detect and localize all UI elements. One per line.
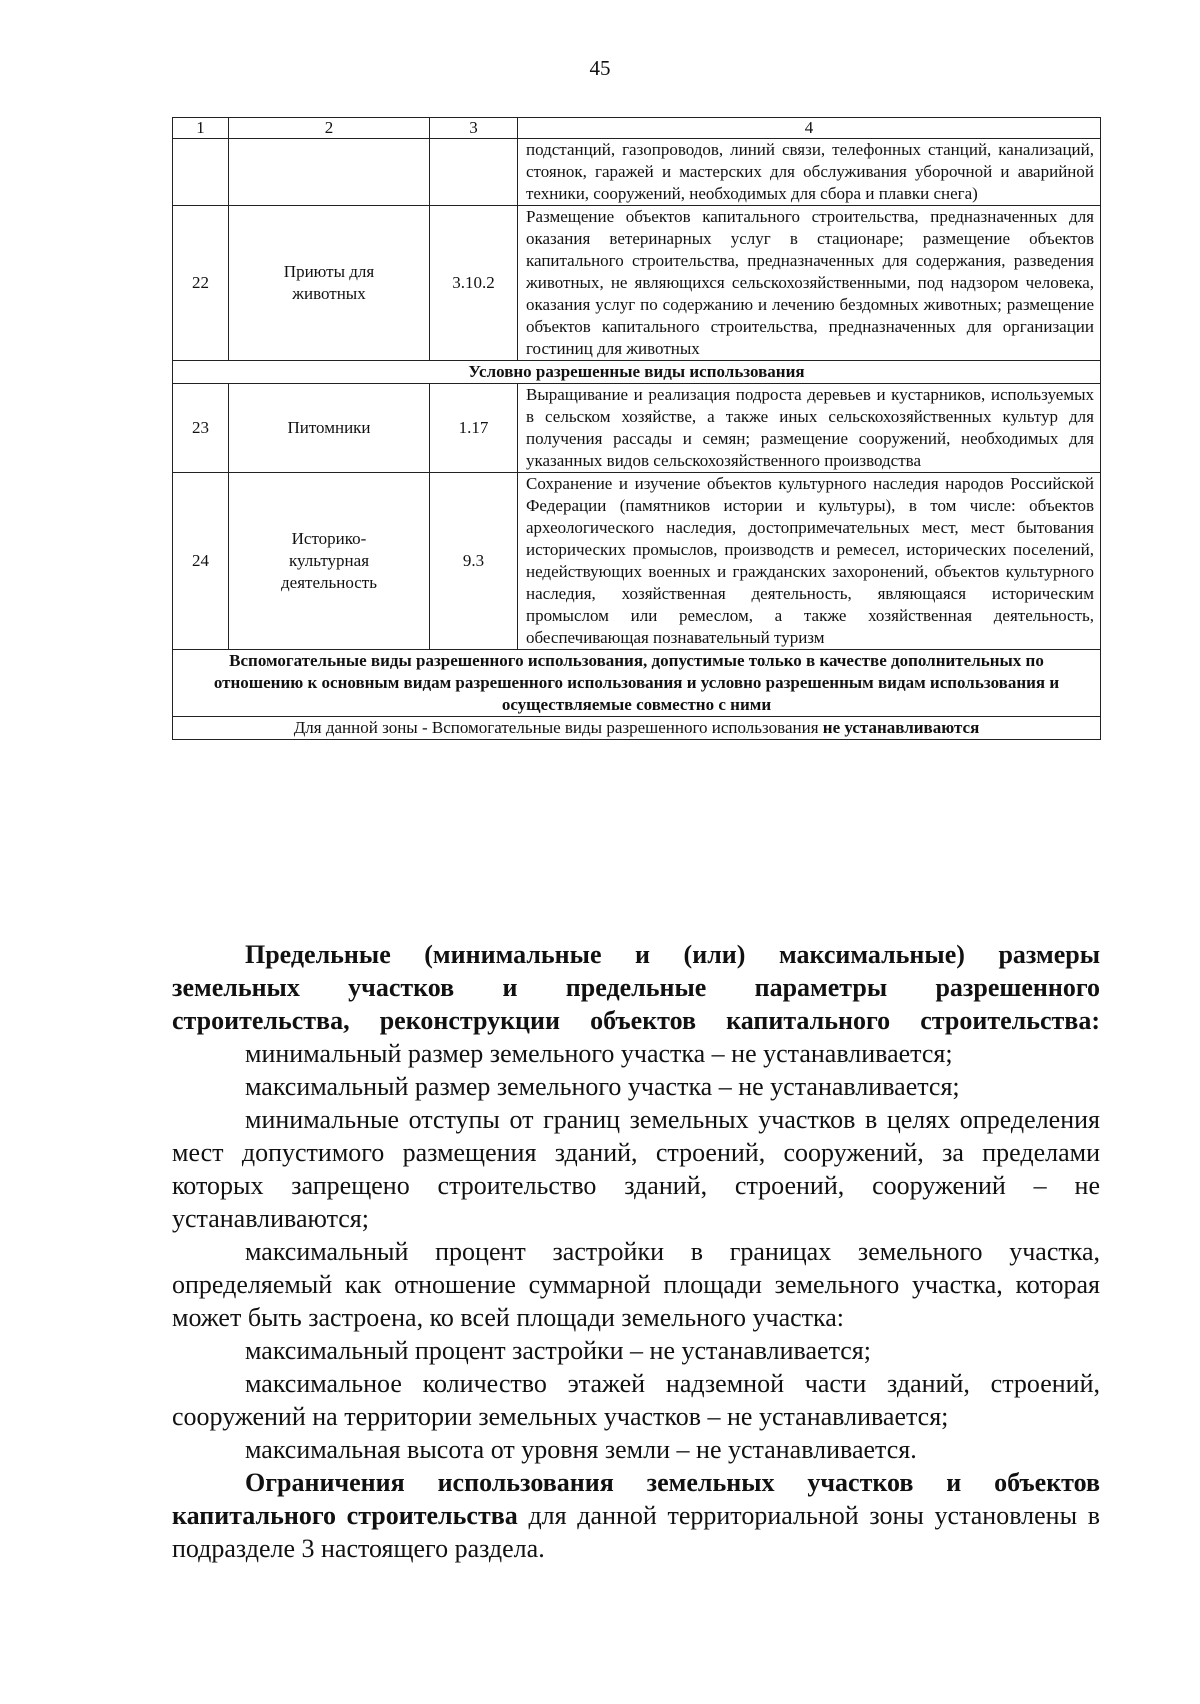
limits-heading — [172, 938, 1100, 971]
row-number: 23 — [173, 384, 229, 473]
auxiliary-note-bold: не устанавливаются — [822, 718, 980, 737]
header-col-3: 3 — [430, 118, 518, 139]
row-description: Сохранение и изучение объектов культурного наследия народов Российской Федерации (памятников истории и культуры), в том числе: объектов археологического наследия, достопримечательных мест, мест бытования исторических промыслов, производств и ремесел, исторических поселений, недействующих военных и гражданских захоронений, объектов культурного наследия, хозяйственная деятельность, являющаяся историческим промыслом или ремеслом, а также хозяйственная деятельность, обеспечивающая познавательный туризм — [518, 473, 1101, 650]
header-col-4: 4 — [518, 118, 1101, 139]
limits-heading-line-1: Предельные (минимальные и (или) максимальные) размеры — [245, 940, 1100, 969]
row-code: 9.3 — [430, 473, 518, 650]
row-name: Приюты для животных — [229, 206, 430, 361]
limit-item: максимальное количество этажей надземной части зданий, строений, сооружений на территории земельных участков – не устанавливается; — [172, 1369, 1100, 1431]
conditional-section-title: Условно разрешенные виды использования — [173, 361, 1101, 384]
row-number: 22 — [173, 206, 229, 361]
limit-item: максимальная высота от уровня земли – не устанавливается. — [245, 1435, 917, 1464]
limits-section — [172, 938, 1100, 1565]
row-description: Размещение объектов капитального строительства, предназначенных для оказания ветеринарных услуг в стационаре; размещение объектов капитального строительства, предназначенных для содержания, разведения животных, не являющихся сельскохозяйственными, под надзором человека, оказания услуг по содержанию и лечению бездомных животных; размещение объектов капитального строительства, предназначенных для организации гостиниц для животных — [518, 206, 1101, 361]
continuation-description: подстанций, газопроводов, линий связи, телефонных станций, канализаций, стоянок, гаражей и мастерских для обслуживания уборочной и аварийной техники, сооружений, необходимых для сбора и плавки снега) — [518, 139, 1101, 206]
table-row — [173, 384, 1101, 473]
table-row — [173, 206, 1101, 361]
auxiliary-section-row — [173, 650, 1101, 717]
row-number: 24 — [173, 473, 229, 650]
restrictions-bold: Ограничения использования земельных участков и объектов капитального строительства — [172, 1468, 1100, 1530]
table-header-row — [173, 118, 1101, 139]
limit-item: максимальный процент застройки – не устанавливается; — [245, 1336, 871, 1365]
header-col-1: 1 — [173, 118, 229, 139]
limit-item: минимальный размер земельного участка – не устанавливается; — [245, 1039, 953, 1068]
limits-heading-line-2: земельных участков и предельные параметры разрешенного — [172, 973, 1100, 1002]
limits-heading-line-3: строительства, реконструкции объектов капитального строительства: — [172, 1006, 1100, 1035]
page-number: 45 — [589, 56, 611, 80]
auxiliary-note — [173, 717, 1101, 740]
auxiliary-note-row — [173, 717, 1101, 740]
limit-item: максимальный размер земельного участка – не устанавливается; — [245, 1072, 960, 1101]
row-name: Питомники — [229, 384, 430, 473]
land-use-table — [172, 117, 1101, 740]
header-col-2: 2 — [229, 118, 430, 139]
restrictions-rest: для данной территориальной зоны установлены в подразделе 3 настоящего раздела. — [172, 1501, 1101, 1563]
row-code: 1.17 — [430, 384, 518, 473]
limit-item: минимальные отступы от границ земельных участков в целях определения мест допустимого размещения зданий, строений, сооружений, за пределами которых запрещено строительство зданий, строений, сооружений – не устанавливаются; — [172, 1105, 1100, 1233]
auxiliary-note-plain: Для данной зоны - Вспомогательные виды разрешенного использования — [293, 718, 819, 737]
table-row — [173, 473, 1101, 650]
row-code: 3.10.2 — [430, 206, 518, 361]
auxiliary-section-title: Вспомогательные виды разрешенного использования, допустимые только в качестве дополнительных по отношению к основным видам разрешенного использования и условно разрешенным видам использования и осуществляемые совместно с ними — [173, 650, 1101, 717]
restrictions-paragraph — [172, 1466, 1100, 1565]
row-description: Выращивание и реализация подроста деревьев и кустарников, используемых в сельском хозяйстве, а также иных сельскохозяйственных культур для получения рассады и семян; размещение сооружений, необходимых для указанных видов сельскохозяйственного производства — [518, 384, 1101, 473]
row-name: Историко-культурная деятельность — [229, 473, 430, 650]
conditional-section-row — [173, 361, 1101, 384]
limit-item: максимальный процент застройки в границах земельного участка, определяемый как отношение суммарной площади земельного участка, которая может быть застроена, ко всей площади земельного участка: — [172, 1237, 1100, 1332]
table-row-continuation — [173, 139, 1101, 206]
